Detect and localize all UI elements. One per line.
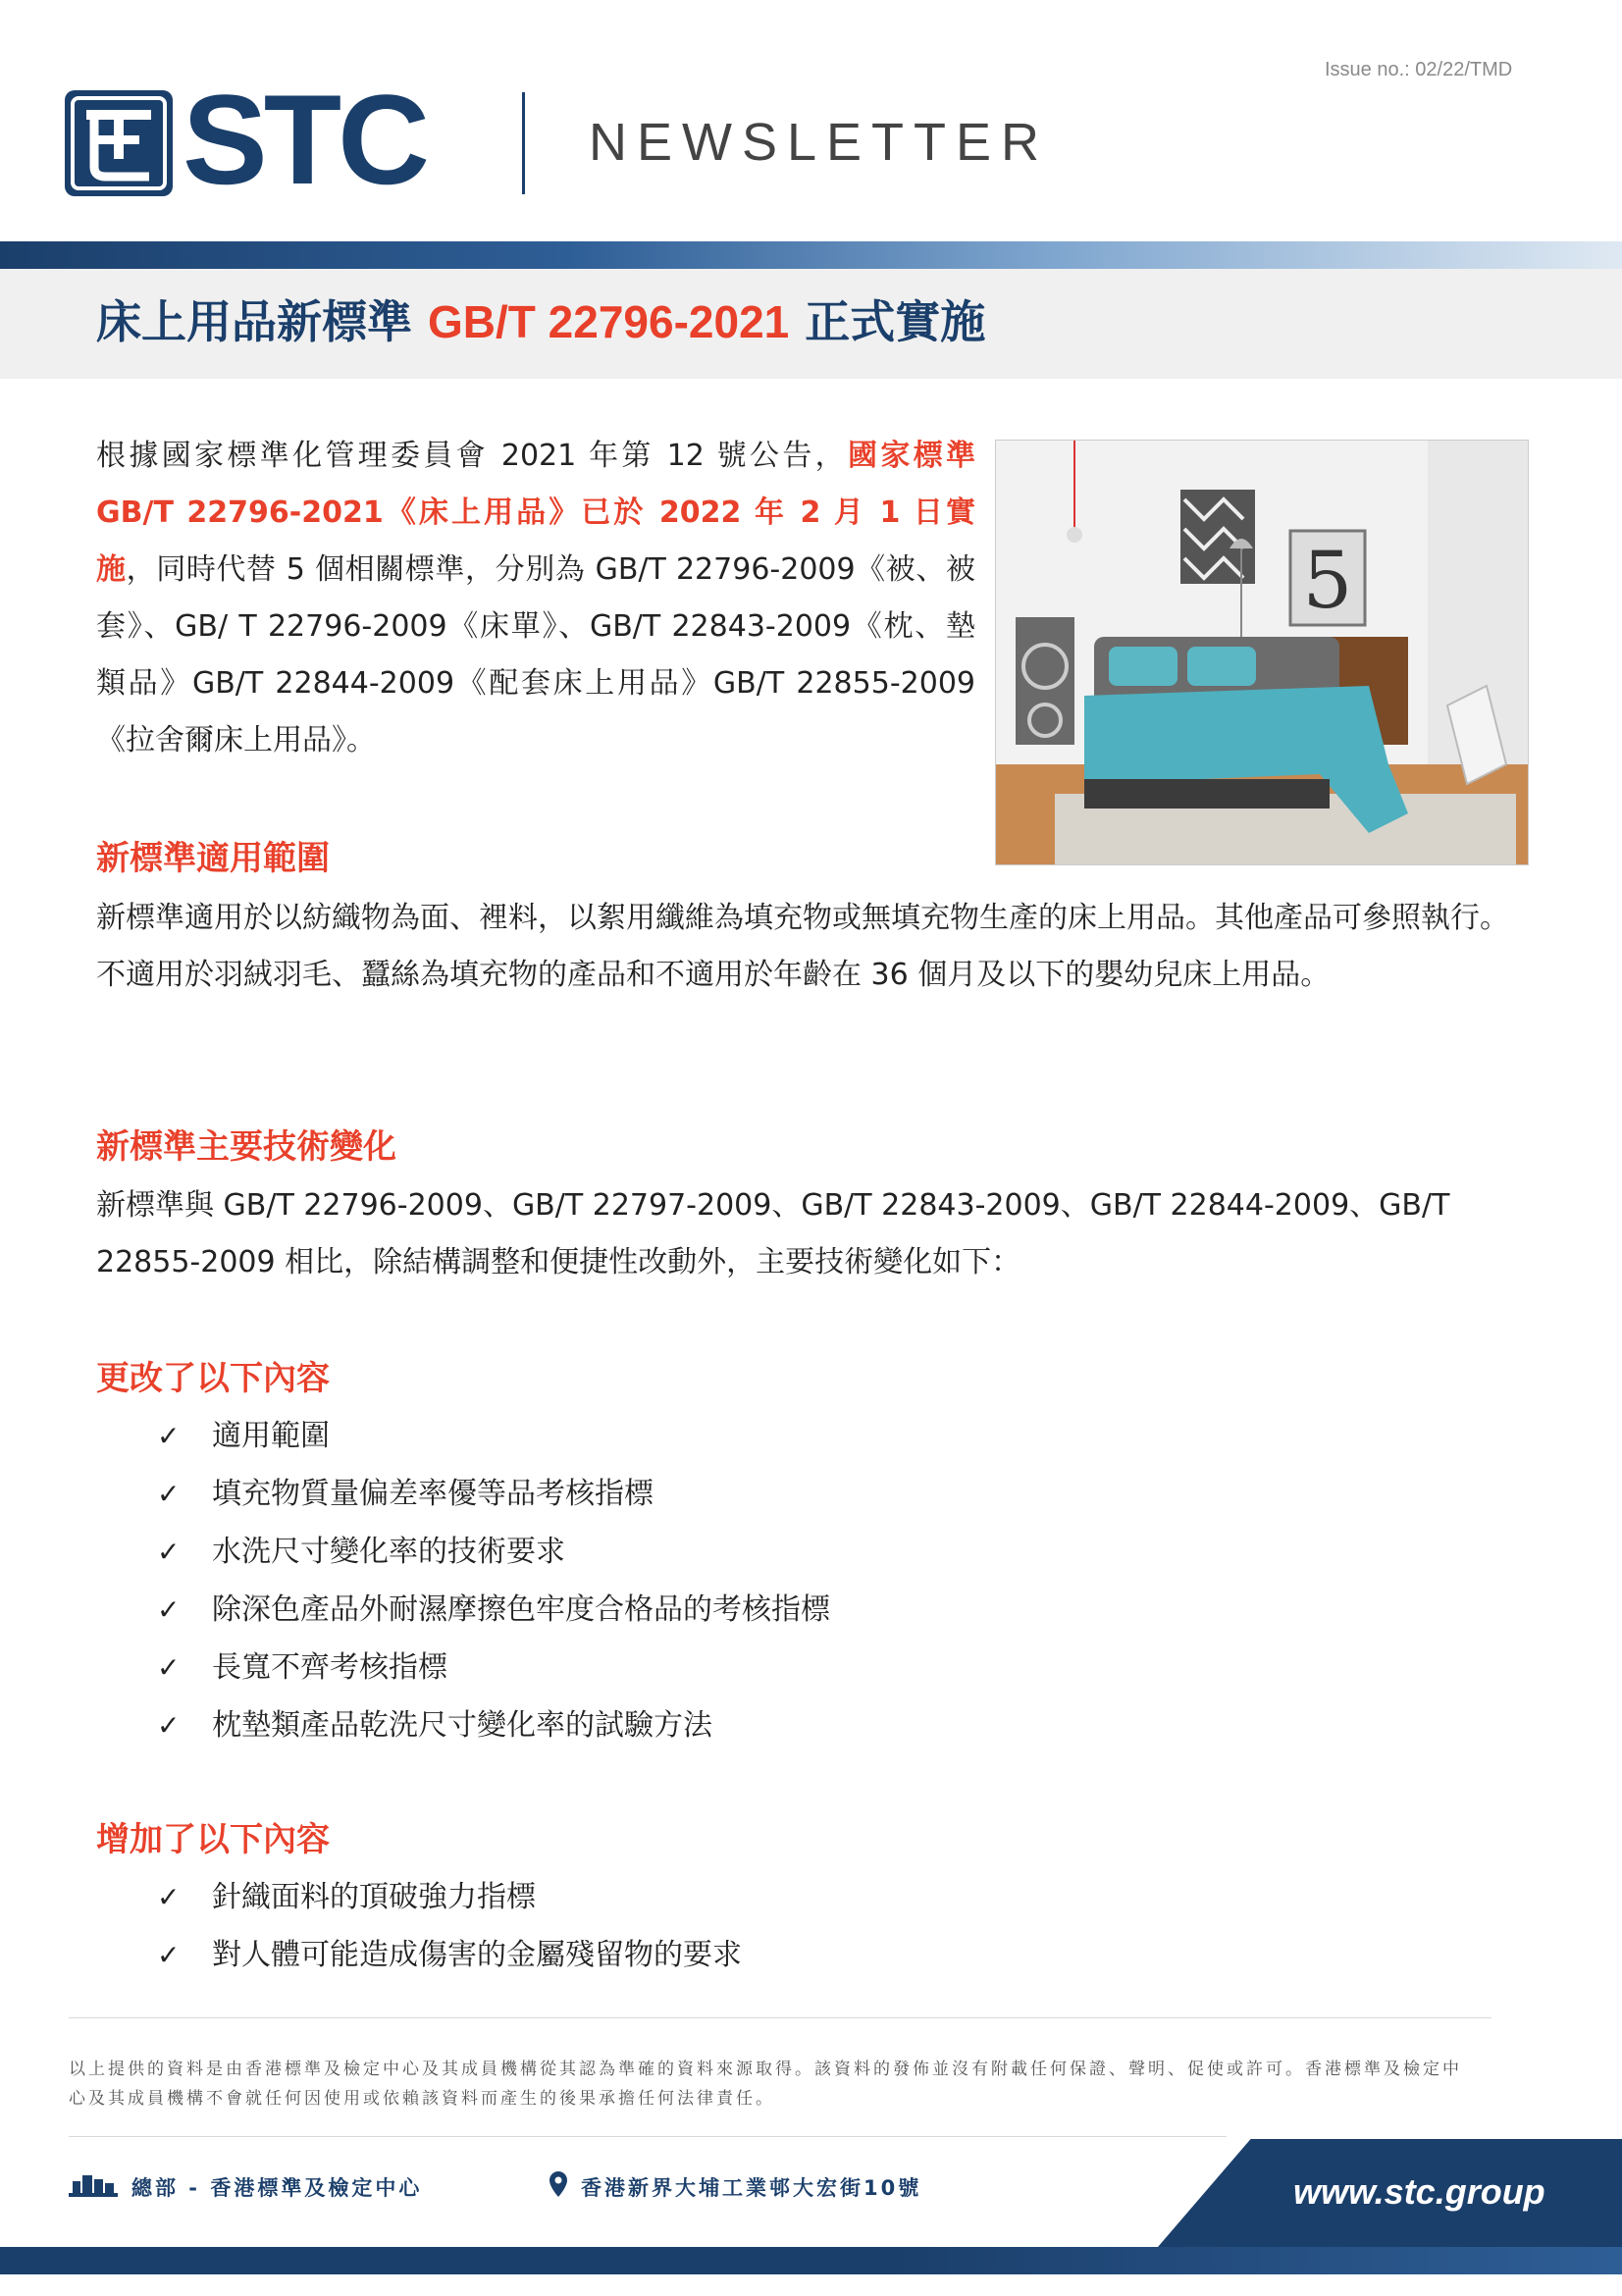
changes-heading: 新標準主要技術變化 [96, 1127, 396, 1167]
list-item [157, 1581, 830, 1639]
svg-text:5: 5 [1302, 535, 1353, 626]
check-icon: ✓ [157, 1420, 181, 1452]
intro-text-1: 根據國家標準化管理委員會 2021 年第 12 號公告， [96, 439, 848, 473]
modified-heading: 更改了以下內容 [96, 1359, 330, 1398]
list-item [157, 1639, 830, 1696]
list-item [157, 1868, 742, 1926]
list-item-text: 長寬不齊考核指標 [212, 1650, 447, 1685]
address [549, 2170, 921, 2208]
title-standard-code: GB/T 22796-2021 [428, 296, 790, 347]
check-icon: ✓ [157, 1881, 181, 1913]
list-item-text: 除深色產品外耐濕摩擦色牢度合格品的考核指標 [212, 1592, 830, 1627]
list-item-text: 填充物質量偏差率優等品考核指標 [212, 1477, 654, 1511]
title-prefix: 床上用品新標準 [96, 295, 429, 348]
headquarters [69, 2170, 422, 2208]
header-band [0, 241, 1622, 269]
check-icon: ✓ [157, 1939, 181, 1971]
list-item-text: 適用範圍 [212, 1419, 330, 1453]
issue-number: Issue no.: 02/22/TMD [1325, 59, 1513, 80]
newsletter-label: NEWSLETTER [589, 113, 1050, 172]
intro-text-2: ，同時代替 5 個相關標準，分別為 GB/T 22796-2009《被、被套》、GB/ T 22796-2009《床單》、GB/T 22843-2009《枕、墊類品》GB/T 22844-2009《配套床上用品》GB/T 22855-2009《拉舍爾床上用品》。 [96, 552, 975, 757]
website-link[interactable]: www.stc.group [1293, 2171, 1545, 2212]
list-item [157, 1465, 830, 1523]
stc-logo-text: STC [183, 68, 426, 211]
bedroom-photo [995, 440, 1529, 865]
list-item [157, 1523, 830, 1581]
check-icon: ✓ [157, 1651, 181, 1684]
check-icon: ✓ [157, 1593, 181, 1626]
list-item-text: 枕墊類產品乾洗尺寸變化率的試驗方法 [212, 1708, 712, 1743]
disclaimer: 以上提供的資料是由香港標準及檢定中心及其成員機構從其認為準確的資料來源取得。該資料的發佈並沒有附載任何保證、聲明、促使或許可。香港標準及檢定中心及其成員機構不會就任何因使用或依賴該資料而產生的後果承擔任何法律責任。 [69, 2060, 1462, 2109]
changes-paragraph: 新標準與 GB/T 22796-2009、GB/T 22797-2009、GB/T 22843-2009、GB/T 22844-2009、GB/T 22855-2009 相比，除結構調整和便捷性改動外，主要技術變化如下： [96, 1188, 1450, 1279]
page-title [96, 285, 985, 359]
building-icon [69, 2171, 118, 2208]
list-item-text: 針織面料的頂破強力指標 [212, 1880, 536, 1914]
check-icon: ✓ [157, 1536, 181, 1568]
scope-paragraph: 新標準適用於以紡織物為面、裡料，以絮用纖維為填充物或無填充物生產的床上用品。其他產品可參照執行。不適用於羽絨羽毛、蠶絲為填充物的產品和不適用於年齡在 36 個月及以下的嬰幼兒床上用品。 [96, 901, 1509, 992]
check-icon: ✓ [157, 1709, 181, 1742]
footer-divider [69, 2017, 1491, 2018]
header-divider [522, 92, 525, 194]
intro-highlight: 國家標準 GB/T 22796-2021《床上用品》已於 2022 年 2 月 1 日實施 [96, 439, 975, 587]
footer-divider-2 [69, 2136, 1227, 2137]
location-pin-icon [549, 2171, 567, 2208]
footer-band [0, 2247, 1622, 2274]
added-list [157, 1868, 742, 1984]
list-item [157, 1696, 830, 1754]
list-item-text: 對人體可能造成傷害的金屬殘留物的要求 [212, 1938, 742, 1972]
address-text: 香港新界大埔工業邨大宏街10號 [581, 2176, 922, 2200]
list-item [157, 1926, 742, 1984]
intro-paragraph [96, 428, 975, 769]
title-suffix: 正式實施 [789, 295, 986, 348]
stc-logo-mark [65, 90, 173, 196]
list-item [157, 1407, 830, 1465]
scope-heading: 新標準適用範圍 [96, 839, 330, 878]
headquarters-text: 總部 - 香港標準及檢定中心 [131, 2176, 423, 2200]
modified-list [157, 1407, 830, 1754]
check-icon: ✓ [157, 1478, 181, 1510]
list-item-text: 水洗尺寸變化率的技術要求 [212, 1535, 565, 1569]
added-heading: 增加了以下內容 [96, 1820, 330, 1859]
